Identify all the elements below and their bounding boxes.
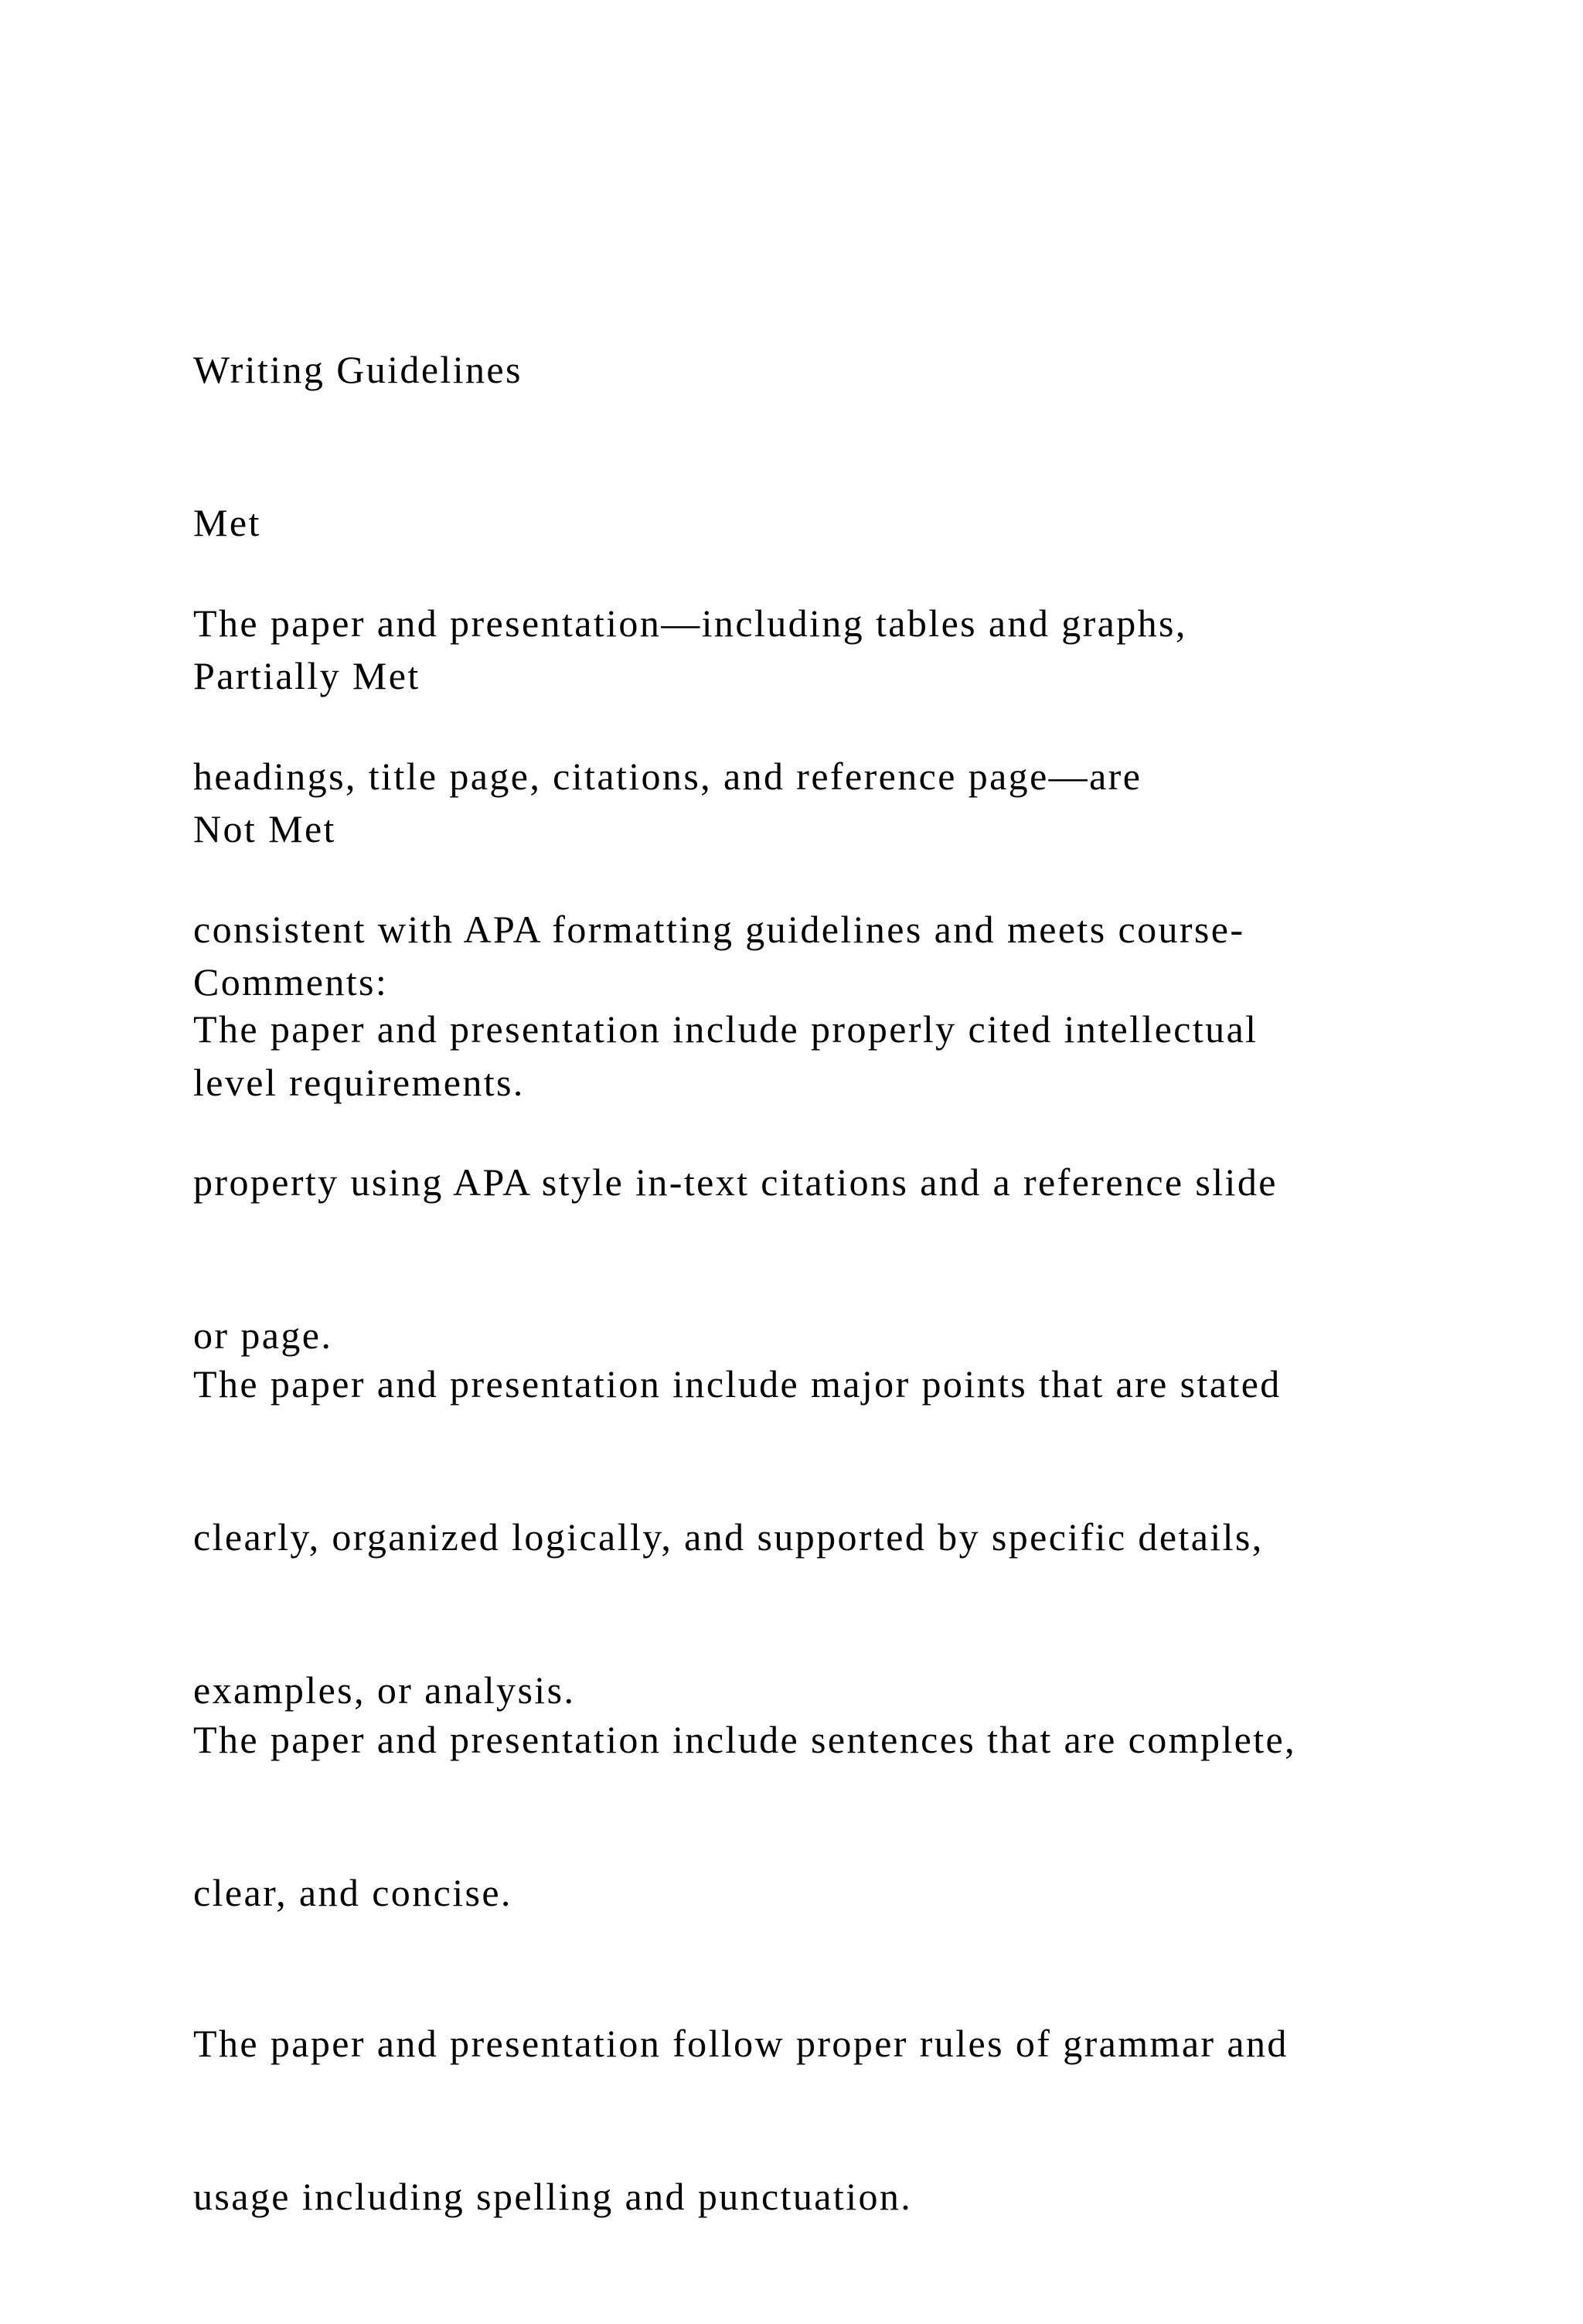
criterion-line: usage including spelling and punctuation. — [193, 2175, 913, 2218]
criterion-line: consistent with APA formatting guidelines and meets course- — [193, 908, 1245, 951]
criterion-line: headings, title page, citations, and reference page—are — [193, 755, 1142, 798]
column-partially-met-label: Partially Met — [193, 654, 420, 697]
column-comments-label: Comments: — [193, 960, 389, 1004]
criterion-line: The paper and presentation include properly cited intellectual — [193, 1007, 1258, 1051]
criterion-line: The paper and presentation follow proper rules of grammar and — [193, 2022, 1289, 2065]
criterion-line: property using APA style in-text citations and a reference slide — [193, 1160, 1278, 1204]
column-met-label: Met — [193, 501, 261, 544]
criterion-line: The paper and presentation include major points that are stated — [193, 1362, 1282, 1406]
rubric-title: Writing Guidelines — [193, 348, 523, 391]
criterion-grammar — [193, 1916, 1445, 2324]
criterion-line: The paper and presentation include sentences that are complete, — [193, 1718, 1297, 1761]
criterion-line: examples, or analysis. — [193, 1668, 576, 1712]
column-not-met-label: Not Met — [193, 807, 336, 850]
criterion-line: clear, and concise. — [193, 1871, 512, 1914]
criterion-line: or page. — [193, 1314, 333, 1357]
criterion-line: The paper and presentation—including tables and graphs, — [193, 601, 1187, 645]
criterion-line: clearly, organized logically, and supported by specific details, — [193, 1515, 1264, 1559]
criterion-line: level requirements. — [193, 1061, 525, 1104]
